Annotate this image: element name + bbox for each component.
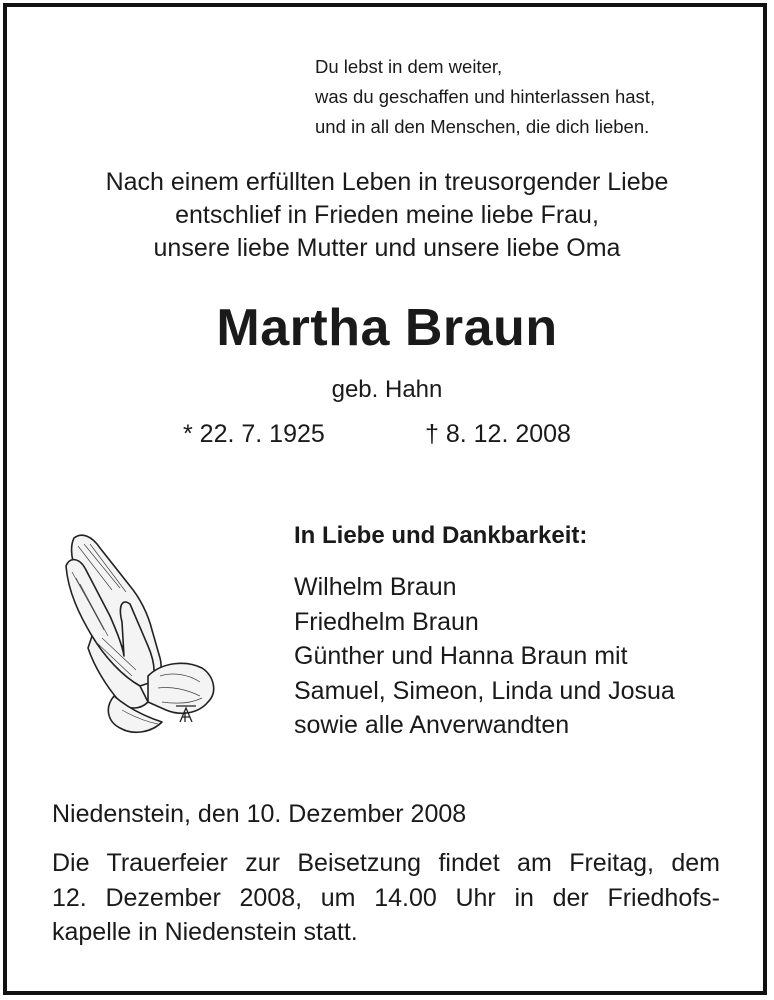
deceased-name: Martha Braun: [216, 299, 558, 357]
mourner-line: Samuel, Simeon, Linda und Josua: [294, 676, 675, 705]
service-line: Die Trauerfeier zur Beisetzung findet am Freitag, dem: [52, 849, 720, 877]
praying-hands-icon: [52, 526, 222, 744]
mourners-heading: In Liebe und Dankbarkeit:: [294, 522, 588, 549]
mourners-list: [294, 570, 675, 743]
poem-line: und in all den Menschen, die dich lieben.: [315, 116, 650, 137]
intro-text: [0, 166, 774, 265]
poem-line: was du geschaffen und hinterlassen hast,: [315, 86, 656, 107]
death-date: † 8. 12. 2008: [425, 420, 571, 448]
service-line: kapelle in Niedenstein statt.: [52, 918, 358, 946]
mourner-line: Wilhelm Braun: [294, 573, 457, 601]
poem-line: Du lebst in dem weiter,: [315, 56, 503, 77]
place-date: Niedenstein, den 10. Dezember 2008: [52, 800, 467, 828]
service-info: [52, 846, 720, 950]
service-line: 12. Dezember 2008, um 14.00 Uhr in der Friedhofs-: [52, 883, 720, 912]
mourner-line: Günther und Hanna Braun mit: [294, 642, 628, 670]
intro-line: unsere liebe Mutter und unsere liebe Oma: [153, 234, 621, 262]
mourner-line: Friedhelm Braun: [294, 607, 479, 636]
intro-line: Nach einem erfüllten Leben in treusorgender Liebe: [105, 168, 669, 196]
maiden-name: geb. Hahn: [331, 376, 443, 403]
birth-date: * 22. 7. 1925: [183, 420, 325, 448]
intro-line: entschlief in Frieden meine liebe Frau,: [175, 201, 599, 229]
mourner-line: sowie alle Anverwandten: [294, 711, 570, 739]
poem: [315, 52, 655, 142]
